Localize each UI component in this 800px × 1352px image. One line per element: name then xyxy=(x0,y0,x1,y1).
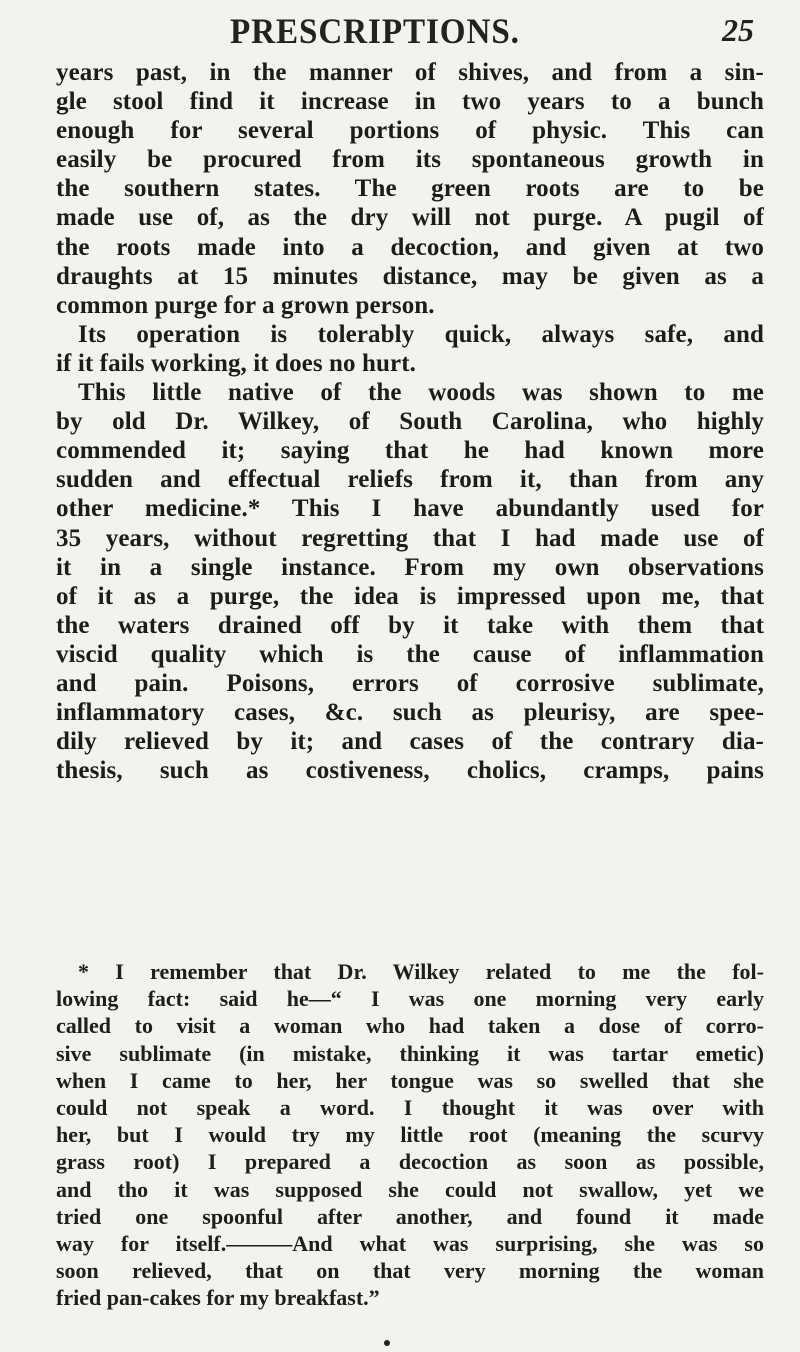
body-line: easily be procured from its spontaneous growth in xyxy=(56,146,764,174)
running-head-title: PRESCRIPTIONS. xyxy=(230,11,520,51)
footnote-line: * I remember that Dr. Wilkey related to me the fol- xyxy=(78,959,764,984)
ink-spot xyxy=(384,1340,390,1346)
footnote-line: could not speak a word. I thought it was over with xyxy=(56,1094,764,1120)
footnote-line: grass root) I prepared a decoction as soon as possible, xyxy=(56,1149,764,1175)
body-line: it in a single instance. From my own observations xyxy=(56,553,764,581)
body-text xyxy=(56,58,764,785)
body-line: years past, in the manner of shives, and from a sin- xyxy=(56,59,764,86)
body-line: and pain. Poisons, errors of corrosive sublimate, xyxy=(56,669,764,697)
body-line: if it fails working, it does no hurt. xyxy=(56,349,416,377)
body-line: sudden and effectual reliefs from it, than from any xyxy=(56,466,764,494)
body-line: dily relieved by it; and cases of the contrary dia- xyxy=(56,728,764,756)
body-line: draughts at 15 minutes distance, may be given as a xyxy=(56,262,764,290)
footnote-line: sive sublimate (in mistake, thinking it was tartar emetic) xyxy=(56,1040,764,1066)
body-line: commended it; saying that he had known more xyxy=(56,437,764,465)
body-line: gle stool find it increase in two years to a bunch xyxy=(56,88,764,116)
running-head xyxy=(50,6,770,60)
body-line: other medicine.* This I have abundantly used for xyxy=(56,495,764,523)
footnote-line: tried one spoonful after another, and found it made xyxy=(56,1203,764,1229)
body-line: Its operation is tolerably quick, always safe, and xyxy=(78,320,764,348)
body-line: the southern states. The green roots are to be xyxy=(56,175,764,203)
footnote-line: when I came to her, her tongue was so swelled that she xyxy=(56,1067,764,1093)
footnote-line: and tho it was supposed she could not swallow, yet we xyxy=(56,1176,764,1202)
footnote-line: lowing fact: said he—“ I was one morning very early xyxy=(56,986,764,1012)
body-line: of it as a purge, the idea is impressed upon me, that xyxy=(56,582,764,610)
body-line: common purge for a grown person. xyxy=(56,291,435,319)
body-line: 35 years, without regretting that I had made use of xyxy=(56,524,764,552)
body-line: made use of, as the dry will not purge. A pugil of xyxy=(56,204,764,232)
body-line: thesis, such as costiveness, cholics, cramps, pains xyxy=(56,757,764,785)
body-line: inflammatory cases, &c. such as pleurisy, are spee- xyxy=(56,699,764,727)
footnote-line: way for itself.———And what was surprising, she was so xyxy=(56,1230,764,1256)
footnote-line: called to visit a woman who had taken a dose of corro- xyxy=(56,1013,764,1039)
footnote-line: her, but I would try my little root (meaning the scurvy xyxy=(56,1122,764,1148)
footnote xyxy=(56,958,764,1311)
body-line: This little native of the woods was shown to me xyxy=(78,379,764,407)
footnote-line: fried pan-cakes for my breakfast.” xyxy=(56,1285,380,1311)
page-number: 25 xyxy=(722,12,754,48)
body-line: viscid quality which is the cause of inflammation xyxy=(56,640,764,668)
footnote-line: soon relieved, that on that very morning the woman xyxy=(56,1258,764,1284)
body-line: the roots made into a decoction, and given at two xyxy=(56,233,764,261)
body-line: by old Dr. Wilkey, of South Carolina, who highly xyxy=(56,408,764,436)
body-line: enough for several portions of physic. This can xyxy=(56,117,764,145)
body-line: the waters drained off by it take with them that xyxy=(56,611,764,639)
